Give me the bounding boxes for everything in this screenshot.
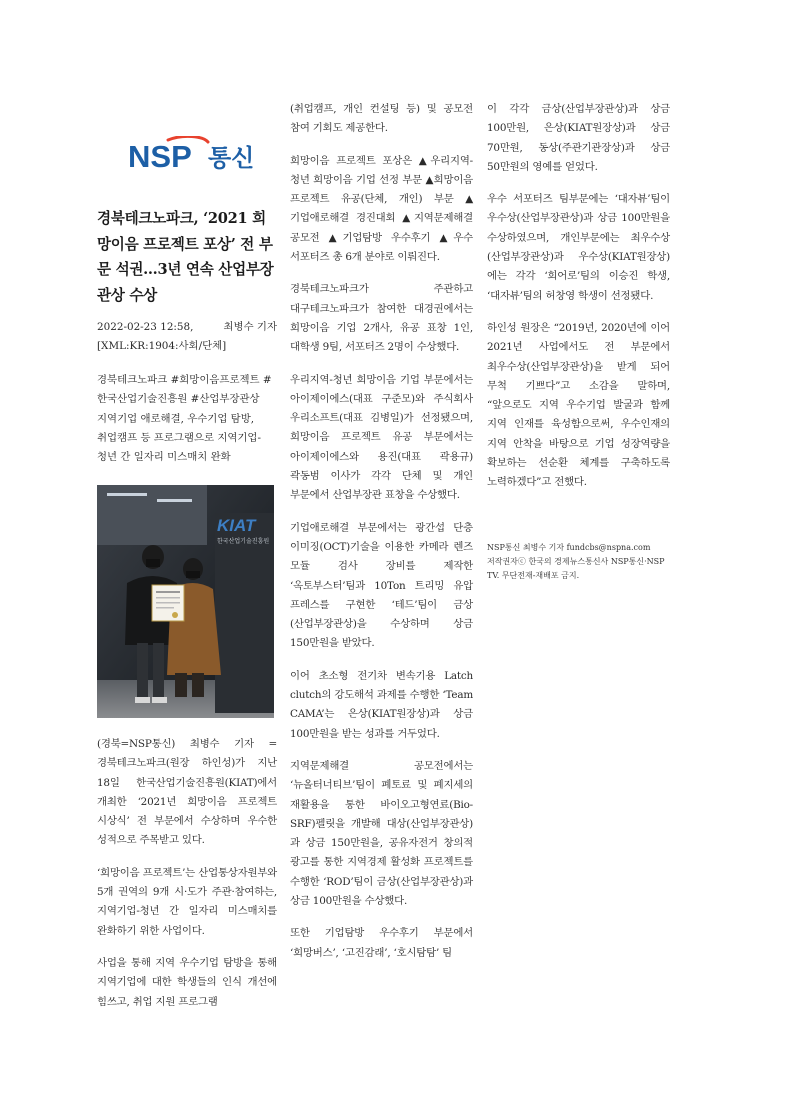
article-paragraph: 희망이음 프로젝트 포상은 ▲우리지역-청년 희망이음 기업 선정 부문 ▲희망이음 프로젝트 유공(단체, 개인) 부문 ▲기업애로해결 경진대회 ▲지역문제해결 공모전 ▲기업탐방 우수후기 ▲우수 서포터즈 총 6개 분야로 이뤄진다. bbox=[290, 154, 473, 264]
reporter-credit: NSP통신 최병수 기자 fundcbs@nspna.com bbox=[487, 543, 651, 552]
article-meta bbox=[97, 318, 277, 357]
photo-sign-subtext: 한국산업기술진흥원 bbox=[217, 538, 270, 545]
logo-suffix-text: 통신 bbox=[208, 144, 255, 172]
article-paragraph: 경북테크노파크가 주관하고 대구테크노파크가 참여한 대경권에서는 희망이음 기업 2개사, 유공 표창 1인, 대학생 9팀, 서포터즈 2명이 수상했다. bbox=[290, 283, 473, 354]
article-paragraph: 하인성 원장은 “2019년, 2020년에 이어 2021년 사업에서도 전 부문에서 최우수상(산업부장관상)을 받게 되어 무척 기쁘다”고 소감을 말하며, “앞으로도 지역 우수기업 발굴과 함께 지역 인재를 육성함으로써, 우수인재의 지역 안착을 바탕으로 기업 성장역량을 확보하는 선순환 체계를 구축하도록 노력하겠다”고 전했다. bbox=[487, 321, 670, 489]
article-xml-code: [XML:KR:1904:사회/단체] bbox=[97, 340, 227, 353]
article-tags: 경북테크노파크 #희망이음프로젝트 # 한국산업기술진흥원 #산업부장관상 bbox=[97, 374, 272, 406]
article-paragraph: 기업애로해결 부문에서는 광간섭 단층 이미징(OCT)기술을 이용한 카메라 렌즈 모듈 검사 장비를 제작한 ‘옥토부스터’팀과 10Ton 트리밍 유압 프레스를 구현한 ‘테드’팀이 금상(산업부장관상)을 수상하며 상금 150만원을 받았다. bbox=[290, 521, 473, 650]
copyright-notice: 저작권자ⓒ 한국의 경제뉴스통신사 NSP통신·NSP TV. 무단전재-재배포 금지. bbox=[487, 557, 665, 580]
nsp-logo-icon bbox=[128, 136, 263, 172]
article-paragraph: 우리지역-청년 희망이음 기업 부문에서는 아이제이에스(대표 구준모)와 주식회사 우리소프트(대표 김병일)가 선정됐으며, 희망이음 프로젝트 유공 부문에서는 아이제이에스와 용진(대표 곽용규) 곽동범 이사가 각각 단체 및 개인 부문에서 산업부장관 표창을 수상했다. bbox=[290, 373, 473, 502]
article-paragraph: 우수 서포터즈 팀부문에는 ‘대자뷰’팀이 우수상(산업부장관상)과 상금 100만원을 수상하였으며, 개인부문에는 최우수상(산업부장관상)과 우수상(KIAT원장상)에는 각각 ‘희어로’팀의 이승진 학생, ‘대자뷰’팀의 허창영 학생이 선정됐다. bbox=[487, 193, 670, 302]
article-body-column-2 bbox=[290, 100, 473, 976]
article-paragraph: 또한 기업탐방 우수후기 부문에서 ‘희망버스’, ‘고진감래’, ‘호시탐탐’ 팀 bbox=[290, 927, 473, 959]
photo-sign-text: KIAT bbox=[217, 516, 256, 535]
article-paragraph: 이어 초소형 전기차 변속기용 Latch clutch의 강도해석 과제를 수행한 ‘Team CAMA’는 은상(KIAT원장상)과 상금 100만원을 받는 성과를 거두었다. bbox=[290, 669, 473, 740]
article-body-column-3 bbox=[487, 100, 670, 506]
nsp-logo bbox=[128, 136, 263, 172]
article-paragraph: 이 각각 금상(산업부장관상)과 상금 100만원, 은상(KIAT원장상)과 상금 70만원, 동상(주관기관장상)과 상금 50만원의 영예를 얻었다. bbox=[487, 103, 670, 173]
article-paragraph: (취업캠프, 개인 컨설팅 등) 및 공모전 참여 기회도 제공한다. bbox=[290, 103, 473, 135]
award-photo-image bbox=[97, 485, 274, 718]
article-paragraph: 지역문제해결 공모전에서는 ‘뉴올터너티브’팀이 폐토료 및 폐지세의 재활용을 통한 바이오고형연료(Bio-SRF)펠릿을 개발해 대상(산업부장관상)과 상금 150만원을, 공유자전거 창의적 광고를 통한 지역경제 활성화 프로젝트를 수행한 ‘ROD’팀이 금상(산업부장관상)과 상금 100만원을 수상했다. bbox=[290, 759, 473, 907]
article-title: 경북테크노파크, ‘2021 희망이음 프로젝트 포상’ 전 부문 석권…3년 연속 산업부장관상 수상 bbox=[97, 210, 274, 304]
logo-brand-text: NSP bbox=[128, 139, 192, 172]
article-reporter: 최병수 기자 bbox=[223, 321, 277, 333]
article-photo bbox=[97, 485, 274, 718]
article-date: 2022-02-23 12:58, bbox=[97, 321, 194, 333]
article-body-column-1 bbox=[97, 735, 277, 1025]
article-paragraph: ‘희망이음 프로젝트’는 산업통상자원부와 5개 권역의 9개 시·도가 주관·참여하는, 지역기업-청년 간 일자리 미스매치를 완화하기 위한 사업이다. bbox=[97, 866, 277, 937]
article-tags-block bbox=[97, 371, 277, 467]
article-subtitle: 지역기업 애로해결, 우수기업 탐방, 취업캠프 등 프로그램으로 지역기업-청년 간 일자리 미스매치 완화 bbox=[97, 412, 261, 464]
article-paragraph: (경북=NSP통신) 최병수 기자 = 경북테크노파크(원장 하인성)가 지난 18일 한국산업기술진흥원(KIAT)에서 개최한 ‘2021년 희망이음 프로젝트 시상식’ 전 부문에서 수상하며 우수한 성적으로 주목받고 있다. bbox=[97, 738, 277, 847]
article-paragraph: 사업을 통해 지역 우수기업 탐방을 통해 지역기업에 대한 학생들의 인식 개선에 힘쓰고, 취업 지원 프로그램 bbox=[97, 956, 277, 1008]
article-credit bbox=[487, 541, 672, 583]
